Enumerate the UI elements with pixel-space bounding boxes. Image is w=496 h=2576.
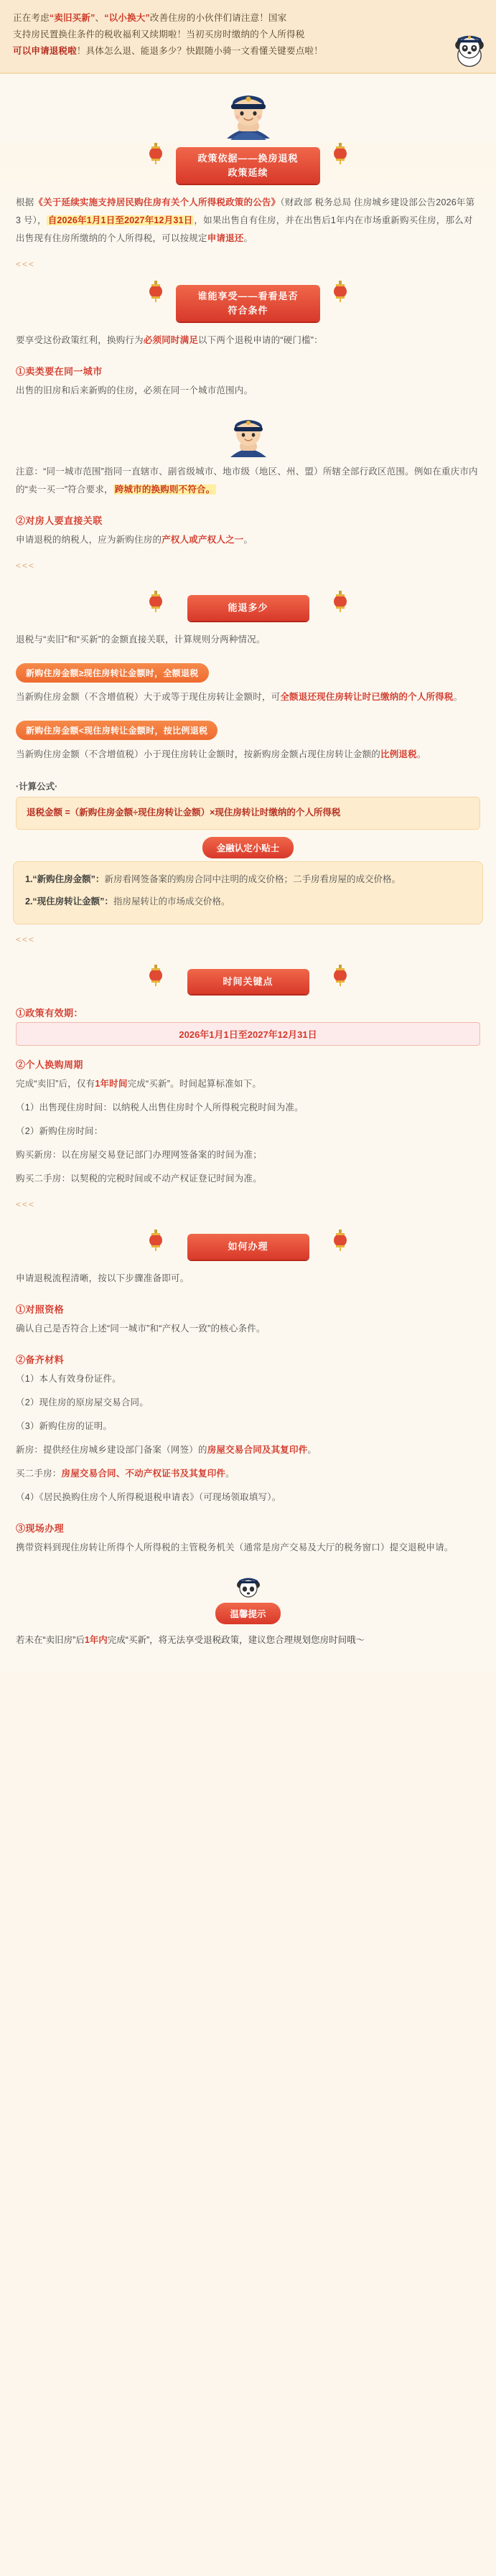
section-3-intro [0,628,496,659]
s4-validity-box: 2026年1月1日至2027年12月31日 [16,1022,480,1046]
s2-note-illustration [0,410,496,460]
section-5-heading [0,1234,496,1260]
s3-tips-card [13,861,483,924]
s3-tip2-text: 指房屋转让的市场成交价格。 [113,896,230,907]
warning-pill: 温馨提示 [215,1603,280,1624]
warning-body [0,1629,496,1665]
s3-pill-full-refund: 新购住房金额≥现住房转让金额时，全额退税 [16,663,209,683]
s3-p2-highlight: 全额退还现住房转让时已缴纳的个人所得税 [280,691,454,702]
s3-tip1-label: 1.“新购住房金额”： [25,874,105,884]
divider-2: <<< [16,561,36,571]
s2-note-body [0,460,496,509]
police-officer-illustration-icon [209,84,288,141]
s1-text-a: 根据 [16,197,34,208]
warning-heading [0,1577,496,1624]
s5-p6-highlight: 房屋交易合同及其复印件 [207,1444,308,1455]
divider-1: <<< [16,259,36,270]
section-2-title-line2: 符合条件 [228,304,268,316]
intro-paragraph [13,10,483,60]
lantern-icon-left-4 [148,965,164,986]
section-4-ribbon: 时间关键点 [187,969,309,995]
panda-officer-warning-icon [234,1577,263,1601]
s2-note-text: 注意：“同一城市范围”指同一直辖市、副省级城市、地市级（地区、州、盟）所辖全部行政区范围。例如在重庆市内的“卖一买一”符合要求， [16,467,478,495]
s5-sub3-body [0,1536,496,1567]
s4-p4: 购买新房：以在房屋交易登记部门办理网签备案的时间为准； [16,1150,262,1161]
s1-text-c: ，如果出售自有住房，并在出售后1年内在市场重新购买住房，那么对出售现有住房所缴纳的个人所得税，可以按规定 [16,215,473,244]
s3-p3-b: 。 [416,749,426,759]
section-5-ribbon: 如何办理 [187,1234,309,1260]
section-2-title-line1: 谁能享受——看看是否 [197,291,299,302]
s3-pill2-wrap [0,716,496,743]
s5-p3: （1）本人有效身份证件。 [16,1373,121,1384]
panda-officer-mascot-icon [450,31,489,70]
intro-text-4: 支持房民置换住条件的税收福利又续期啦！当初买房时缴纳的个人所得税 [13,29,305,40]
lantern-icon-right-3 [332,591,348,612]
s1-policy-doc: 《关于延续实施支持居民购住房有关个人所得税政策的公告》 [34,197,281,208]
warning-text-a: 若未在“卖旧房”后 [16,1634,85,1645]
s5-p6-b: 。 [307,1444,317,1455]
intro-banner [0,0,496,74]
s3-tips-pill-wrap [0,837,496,858]
s2-sub2-body [0,528,496,559]
s5-sub3-title: ③现场办理 [16,1522,65,1534]
s1-refund-term: 申请退还 [207,233,244,244]
s3-pill1-wrap [0,659,496,685]
section-1-title-line1: 政策依据——换房退税 [197,153,299,164]
s2-sub2-highlight: 产权人或产权人之一 [162,535,244,545]
warning-text-b: 完成“买新”，将无法享受退税政策，建议您合理规划您房时间哦～ [107,1634,365,1645]
s3-formula-box: 退税金额 =（新购住房金额÷现住房转让金额）×现住房转让时缴纳的个人所得税 [16,797,480,830]
s5-sub1-body [0,1317,496,1348]
s5-sub2-title: ②备齐材料 [16,1354,65,1365]
section-1-ribbon [176,147,319,184]
s3-full-refund-body [0,685,496,716]
s2-sub1-body [0,379,496,410]
s2-sub1-title: ①卖类要在同一城市 [16,366,103,378]
s3-p3-highlight: 比例退税 [380,749,417,759]
intro-text-5: ！具体怎么退、能退多少？快跟随小骑一文看懂关键要点啦！ [76,46,323,57]
s2-sub1-paragraph: 出售的旧房和后来新购的住房，必须在同一个城市范围内。 [16,385,253,396]
s2-text-b: 以下两个退税申请的“硬门槛”： [198,335,323,346]
intro-quote-2: “以小换大” [104,13,150,23]
s3-tips-pill: 金融认定小贴士 [202,837,294,858]
s5-p8: （4）《居民换购住房个人所得税退税申请表》（可现场领取填写）。 [16,1491,281,1502]
s3-p2-a: 当新购住房金额（不含增值税）大于或等于现住房转让金额时，可 [16,691,281,702]
s3-p3-a: 当新购住房金额（不含增值税）小于现住房转让金额时，按新购房金额占现住房转让金额的 [16,749,381,759]
lantern-icon-right [332,143,348,164]
s4-p5: 购买二手房：以契税的完税时间或不动产权证登记时间为准。 [16,1174,262,1184]
s3-formula-title: ·计算公式· [16,781,58,792]
s5-p5: （3）新购住房的证明。 [16,1420,113,1431]
s5-p6-a: 新房：提供经住房城乡建设部门备案（网签）的 [16,1444,207,1455]
divider-3: <<< [16,934,36,945]
s3-pill-proportional-refund: 新购住房金额<现住房转让金额时，按比例退税 [16,721,217,740]
s4-p1-b: 完成“买新”。时间起算标准如下。 [127,1079,262,1090]
s4-p1-a: 完成“卖旧”后，仅有 [16,1079,95,1090]
section-4-heading [0,969,496,995]
police-officer-note-icon [216,411,281,459]
s3-intro-paragraph: 退税与“卖旧”和“买新”的金额直接关联，计算规则分两种情况。 [16,634,266,645]
s2-sub2-text-b: 。 [243,535,253,545]
intro-text-1: 正在考虑 [13,13,50,23]
warning-text-highlight: 1年内 [84,1634,108,1645]
s1-text-d: 。 [243,233,253,244]
section-1-title-line2: 政策延续 [228,167,268,178]
lantern-icon-left [148,143,164,164]
lantern-icon-right-2 [332,281,348,302]
intro-quote-1: “卖旧买新” [49,13,95,23]
intro-text-highlight: 可以申请退税啦 [13,46,77,57]
s5-p7-highlight: 房屋交易合同、不动产权证书及其复印件 [61,1468,226,1479]
s5-p4: （2）现住房的原房屋交易合同。 [16,1397,149,1408]
section-2-ribbon [176,285,319,322]
lantern-icon-left-3 [148,591,164,612]
intro-text-2: 、 [95,13,105,23]
s4-body [0,1072,496,1198]
s2-sub2-text-a: 申请退税的纳税人，应为新购住房的 [16,535,162,545]
section-3-ribbon: 能退多少 [187,595,309,621]
s3-proportional-body [0,743,496,774]
section-1-body [0,191,496,258]
lantern-icon-right-4 [332,965,348,986]
section-1-heading [0,147,496,184]
s4-p2: （1）出售现住房时间：以纳税人出售住房时个人所得税完税时间为准。 [16,1102,304,1113]
lantern-icon-left-2 [148,281,164,302]
s4-p3: （2）新购住房时间： [16,1126,103,1137]
s3-p2-b: 。 [453,691,463,702]
hero-illustration [0,74,496,143]
intro-text-3: 改善住房的小伙伴们请注意！国家 [149,13,287,23]
s4-p1-highlight: 1年时间 [95,1079,128,1090]
s3-tip2-label: 2.“现住房转让金额”： [25,896,113,907]
s5-p2: 确认自己是否符合上述“同一城市”和“产权人一致”的核心条件。 [16,1323,266,1334]
lantern-icon-right-5 [332,1230,348,1251]
section-2-heading [0,285,496,322]
section-2-intro [0,329,496,360]
s5-intro-paragraph: 申请退税流程清晰，按以下步骤准备即可。 [16,1273,189,1283]
s3-tip1-text: 新房看网签备案的购房合同中注明的成交价格；二手房看房屋的成交价格。 [104,874,401,884]
s1-date-range: 自2026年1月1日至2027年12月31日 [47,215,193,226]
divider-4: <<< [16,1199,36,1210]
s5-intro [0,1267,496,1298]
s5-p7-b: 。 [225,1468,235,1479]
s4-sub2-title: ②个人换购周期 [16,1059,83,1071]
s5-p7-a: 买二手房： [16,1468,62,1479]
s2-note-highlight: 跨城市的换购则不符合。 [114,484,215,495]
section-3-heading [0,595,496,621]
s4-sub1-title: ①政策有效期： [16,1008,83,1019]
s5-p9: 携带资料到现住房转让所得个人所得税的主管税务机关（通常是房产交易及大厅的税务窗口）提交退税申请。 [16,1542,454,1552]
s1-text-b: （财政部 税务总局 住房城乡建设部公告2026年第 3 号）， [16,197,475,226]
s5-sub2-body [0,1367,496,1517]
s2-sub2-title: ②对房人要直接关联 [16,515,103,527]
s5-sub1-title: ①对照资格 [16,1303,65,1315]
s2-text-a: 要享受这份政策红利，换购行为 [16,335,144,346]
s2-must-meet: 必须同时满足 [143,335,199,346]
lantern-icon-left-5 [148,1230,164,1251]
